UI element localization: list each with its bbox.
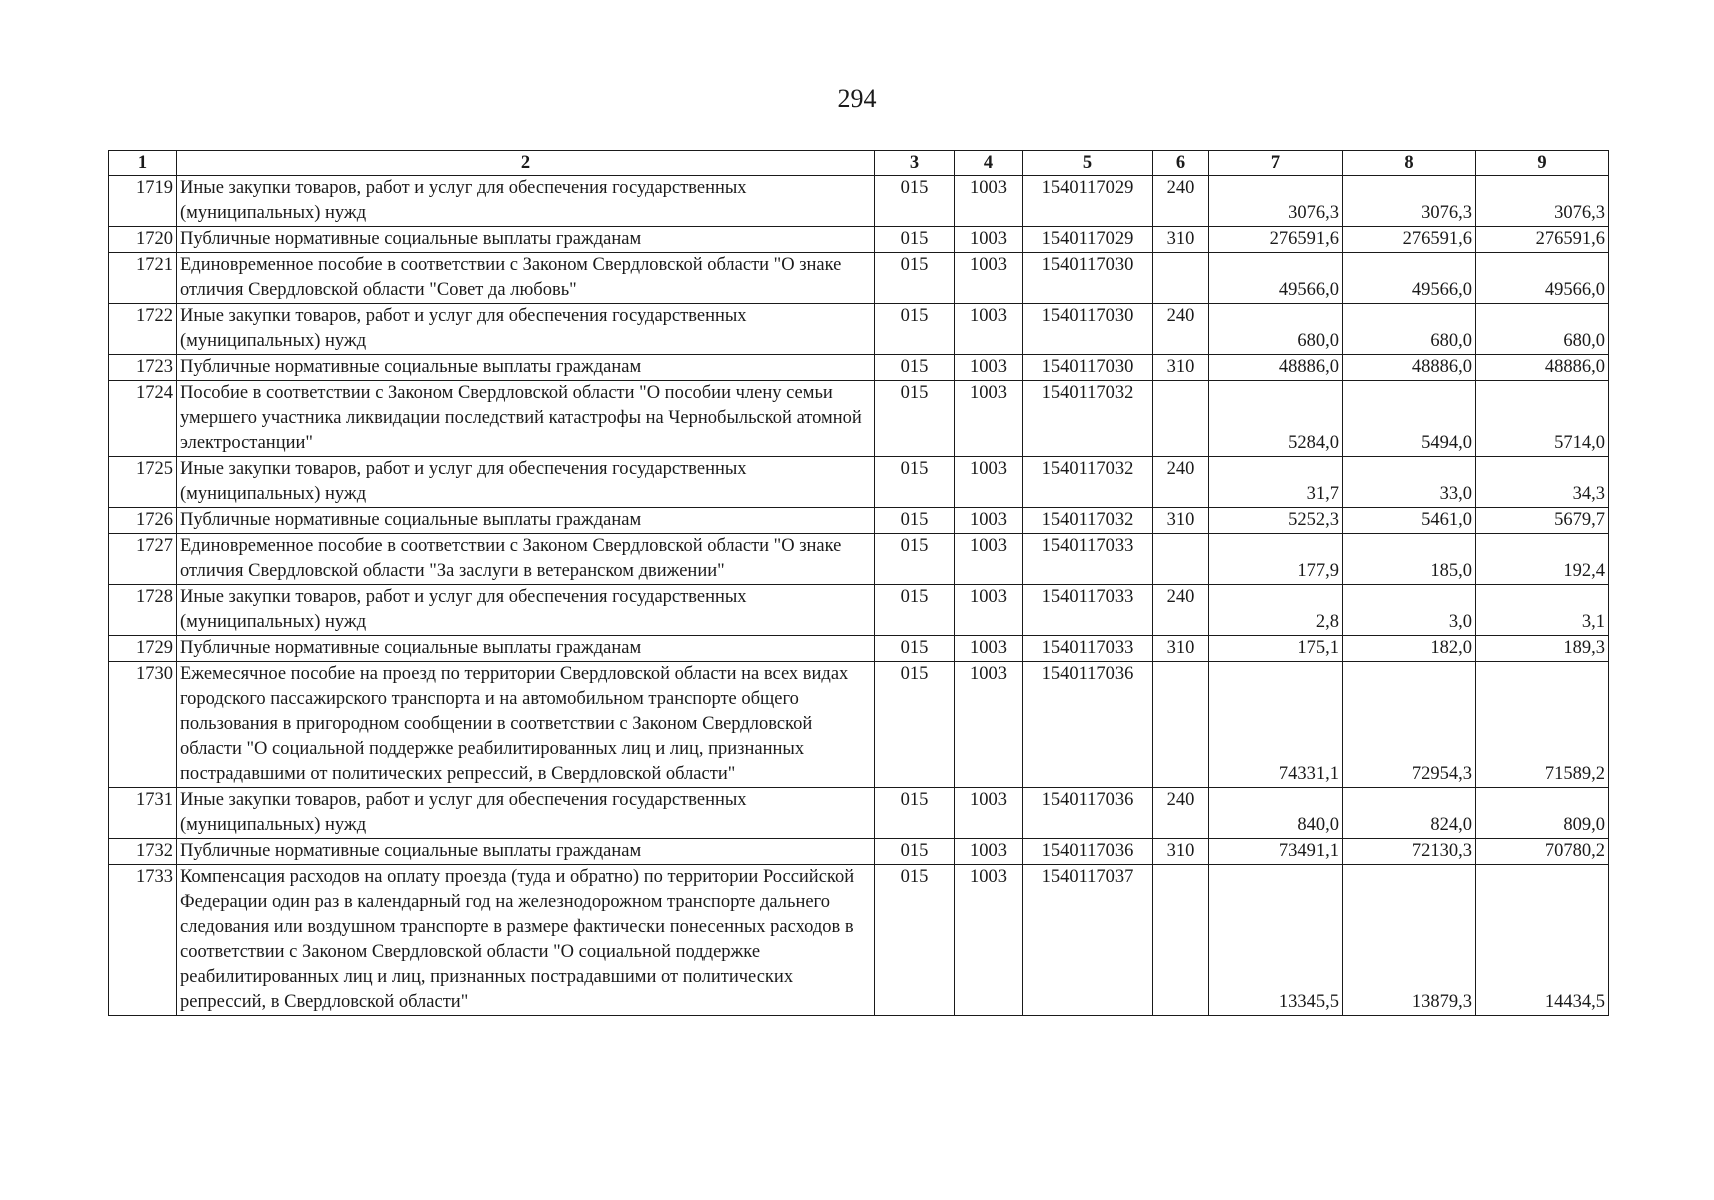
row-number-cell: 1719 xyxy=(109,176,177,227)
target-article-cell: 1540117032 xyxy=(1023,457,1153,508)
target-article-cell: 1540117033 xyxy=(1023,585,1153,636)
row-number-cell: 1728 xyxy=(109,585,177,636)
table-row xyxy=(109,227,1609,253)
section-code-cell: 1003 xyxy=(955,636,1023,662)
expense-name-cell: Компенсация расходов на оплату проезда (туда и обратно) по территории Российской Федерации один раз в календарный год на железнодорожном транспорте дальнего следования или воздушном транспорте в размере фактически понесенных расходов в соответствии с Законом Свердловской области "О социальной поддержке реабилитированных лиц и лиц, признанных пострадавшими от политических репрессий, в Свердловской области" xyxy=(177,865,875,1016)
amount-year3-cell: 49566,0 xyxy=(1476,253,1609,304)
ministry-code-cell: 015 xyxy=(875,788,955,839)
amount-year3-cell: 3076,3 xyxy=(1476,176,1609,227)
column-header: 4 xyxy=(955,151,1023,176)
row-number-cell: 1720 xyxy=(109,227,177,253)
expense-type-cell: 310 xyxy=(1153,355,1209,381)
target-article-cell: 1540117029 xyxy=(1023,176,1153,227)
amount-year2-cell: 33,0 xyxy=(1343,457,1476,508)
expense-name-cell: Иные закупки товаров, работ и услуг для обеспечения государственных (муниципальных) нужд xyxy=(177,176,875,227)
expense-name-cell: Единовременное пособие в соответствии с Законом Свердловской области "О знаке отличия Свердловской области "За заслуги в ветеранском движении" xyxy=(177,534,875,585)
amount-year3-cell: 48886,0 xyxy=(1476,355,1609,381)
target-article-cell: 1540117030 xyxy=(1023,253,1153,304)
expense-name-cell: Иные закупки товаров, работ и услуг для обеспечения государственных (муниципальных) нужд xyxy=(177,585,875,636)
ministry-code-cell: 015 xyxy=(875,636,955,662)
amount-year3-cell: 14434,5 xyxy=(1476,865,1609,1016)
section-code-cell: 1003 xyxy=(955,355,1023,381)
section-code-cell: 1003 xyxy=(955,457,1023,508)
amount-year1-cell: 680,0 xyxy=(1209,304,1343,355)
table-row xyxy=(109,381,1609,457)
ministry-code-cell: 015 xyxy=(875,839,955,865)
table-row xyxy=(109,253,1609,304)
amount-year1-cell: 2,8 xyxy=(1209,585,1343,636)
header-row xyxy=(109,151,1609,176)
section-code-cell: 1003 xyxy=(955,865,1023,1016)
amount-year1-cell: 49566,0 xyxy=(1209,253,1343,304)
section-code-cell: 1003 xyxy=(955,227,1023,253)
amount-year2-cell: 72954,3 xyxy=(1343,662,1476,788)
column-header: 1 xyxy=(109,151,177,176)
expense-type-cell: 310 xyxy=(1153,839,1209,865)
amount-year2-cell: 182,0 xyxy=(1343,636,1476,662)
row-number-cell: 1725 xyxy=(109,457,177,508)
table-row xyxy=(109,662,1609,788)
section-code-cell: 1003 xyxy=(955,508,1023,534)
row-number-cell: 1731 xyxy=(109,788,177,839)
ministry-code-cell: 015 xyxy=(875,381,955,457)
expense-name-cell: Иные закупки товаров, работ и услуг для обеспечения государственных (муниципальных) нужд xyxy=(177,304,875,355)
row-number-cell: 1727 xyxy=(109,534,177,585)
amount-year1-cell: 74331,1 xyxy=(1209,662,1343,788)
section-code-cell: 1003 xyxy=(955,381,1023,457)
table-body xyxy=(109,176,1609,1016)
amount-year1-cell: 840,0 xyxy=(1209,788,1343,839)
row-number-cell: 1732 xyxy=(109,839,177,865)
target-article-cell: 1540117030 xyxy=(1023,355,1153,381)
amount-year3-cell: 34,3 xyxy=(1476,457,1609,508)
amount-year1-cell: 3076,3 xyxy=(1209,176,1343,227)
target-article-cell: 1540117033 xyxy=(1023,534,1153,585)
section-code-cell: 1003 xyxy=(955,585,1023,636)
amount-year3-cell: 3,1 xyxy=(1476,585,1609,636)
amount-year1-cell: 5252,3 xyxy=(1209,508,1343,534)
target-article-cell: 1540117036 xyxy=(1023,788,1153,839)
column-header: 8 xyxy=(1343,151,1476,176)
amount-year3-cell: 192,4 xyxy=(1476,534,1609,585)
expense-type-cell: 240 xyxy=(1153,788,1209,839)
amount-year3-cell: 71589,2 xyxy=(1476,662,1609,788)
column-header: 6 xyxy=(1153,151,1209,176)
amount-year3-cell: 809,0 xyxy=(1476,788,1609,839)
target-article-cell: 1540117032 xyxy=(1023,381,1153,457)
expense-type-cell: 310 xyxy=(1153,227,1209,253)
table-row xyxy=(109,355,1609,381)
expense-type-cell: 240 xyxy=(1153,304,1209,355)
budget-table xyxy=(108,150,1609,1016)
table-row xyxy=(109,839,1609,865)
section-code-cell: 1003 xyxy=(955,534,1023,585)
amount-year1-cell: 177,9 xyxy=(1209,534,1343,585)
target-article-cell: 1540117037 xyxy=(1023,865,1153,1016)
expense-type-cell xyxy=(1153,865,1209,1016)
column-header: 9 xyxy=(1476,151,1609,176)
expense-type-cell: 310 xyxy=(1153,508,1209,534)
row-number-cell: 1726 xyxy=(109,508,177,534)
table-row xyxy=(109,508,1609,534)
amount-year1-cell: 31,7 xyxy=(1209,457,1343,508)
amount-year3-cell: 276591,6 xyxy=(1476,227,1609,253)
row-number-cell: 1729 xyxy=(109,636,177,662)
ministry-code-cell: 015 xyxy=(875,253,955,304)
expense-type-cell xyxy=(1153,662,1209,788)
amount-year3-cell: 5714,0 xyxy=(1476,381,1609,457)
column-header: 5 xyxy=(1023,151,1153,176)
expense-name-cell: Пособие в соответствии с Законом Свердловской области "О пособии члену семьи умершего участника ликвидации последствий катастрофы на Чернобыльской атомной электростанции" xyxy=(177,381,875,457)
table-row xyxy=(109,457,1609,508)
expense-name-cell: Иные закупки товаров, работ и услуг для обеспечения государственных (муниципальных) нужд xyxy=(177,788,875,839)
table-row xyxy=(109,534,1609,585)
amount-year2-cell: 13879,3 xyxy=(1343,865,1476,1016)
expense-name-cell: Публичные нормативные социальные выплаты гражданам xyxy=(177,636,875,662)
amount-year2-cell: 3,0 xyxy=(1343,585,1476,636)
amount-year3-cell: 189,3 xyxy=(1476,636,1609,662)
section-code-cell: 1003 xyxy=(955,253,1023,304)
section-code-cell: 1003 xyxy=(955,662,1023,788)
target-article-cell: 1540117029 xyxy=(1023,227,1153,253)
ministry-code-cell: 015 xyxy=(875,355,955,381)
ministry-code-cell: 015 xyxy=(875,534,955,585)
table-row xyxy=(109,304,1609,355)
ministry-code-cell: 015 xyxy=(875,304,955,355)
table-row xyxy=(109,788,1609,839)
amount-year3-cell: 5679,7 xyxy=(1476,508,1609,534)
row-number-cell: 1733 xyxy=(109,865,177,1016)
expense-name-cell: Ежемесячное пособие на проезд по территории Свердловской области на всех видах городского пассажирского транспорта и на автомобильном транспорте общего пользования в пригородном сообщении в соответствии с Законом Свердловской области "О социальной поддержке реабилитированных лиц и лиц, признанных пострадавшими от политических репрессий, в Свердловской области" xyxy=(177,662,875,788)
page-number: 294 xyxy=(837,84,877,113)
ministry-code-cell: 015 xyxy=(875,662,955,788)
amount-year2-cell: 276591,6 xyxy=(1343,227,1476,253)
row-number-cell: 1730 xyxy=(109,662,177,788)
expense-type-cell: 240 xyxy=(1153,585,1209,636)
expense-type-cell xyxy=(1153,253,1209,304)
ministry-code-cell: 015 xyxy=(875,457,955,508)
expense-name-cell: Публичные нормативные социальные выплаты гражданам xyxy=(177,227,875,253)
amount-year2-cell: 49566,0 xyxy=(1343,253,1476,304)
table-row xyxy=(109,865,1609,1016)
amount-year2-cell: 5461,0 xyxy=(1343,508,1476,534)
target-article-cell: 1540117030 xyxy=(1023,304,1153,355)
table-row xyxy=(109,176,1609,227)
target-article-cell: 1540117036 xyxy=(1023,839,1153,865)
column-header: 2 xyxy=(177,151,875,176)
expense-type-cell: 240 xyxy=(1153,457,1209,508)
ministry-code-cell: 015 xyxy=(875,585,955,636)
column-header: 7 xyxy=(1209,151,1343,176)
amount-year1-cell: 276591,6 xyxy=(1209,227,1343,253)
expense-type-cell xyxy=(1153,534,1209,585)
amount-year3-cell: 680,0 xyxy=(1476,304,1609,355)
amount-year1-cell: 48886,0 xyxy=(1209,355,1343,381)
expense-name-cell: Единовременное пособие в соответствии с Законом Свердловской области "О знаке отличия Свердловской области "Совет да любовь" xyxy=(177,253,875,304)
amount-year1-cell: 175,1 xyxy=(1209,636,1343,662)
expense-type-cell: 240 xyxy=(1153,176,1209,227)
ministry-code-cell: 015 xyxy=(875,508,955,534)
row-number-cell: 1722 xyxy=(109,304,177,355)
amount-year2-cell: 824,0 xyxy=(1343,788,1476,839)
row-number-cell: 1721 xyxy=(109,253,177,304)
section-code-cell: 1003 xyxy=(955,176,1023,227)
section-code-cell: 1003 xyxy=(955,788,1023,839)
ministry-code-cell: 015 xyxy=(875,227,955,253)
ministry-code-cell: 015 xyxy=(875,865,955,1016)
amount-year2-cell: 5494,0 xyxy=(1343,381,1476,457)
section-code-cell: 1003 xyxy=(955,304,1023,355)
target-article-cell: 1540117036 xyxy=(1023,662,1153,788)
amount-year1-cell: 5284,0 xyxy=(1209,381,1343,457)
amount-year1-cell: 13345,5 xyxy=(1209,865,1343,1016)
amount-year3-cell: 70780,2 xyxy=(1476,839,1609,865)
amount-year2-cell: 48886,0 xyxy=(1343,355,1476,381)
target-article-cell: 1540117033 xyxy=(1023,636,1153,662)
expense-type-cell: 310 xyxy=(1153,636,1209,662)
row-number-cell: 1723 xyxy=(109,355,177,381)
amount-year2-cell: 680,0 xyxy=(1343,304,1476,355)
amount-year1-cell: 73491,1 xyxy=(1209,839,1343,865)
expense-type-cell xyxy=(1153,381,1209,457)
amount-year2-cell: 72130,3 xyxy=(1343,839,1476,865)
table-row xyxy=(109,636,1609,662)
amount-year2-cell: 185,0 xyxy=(1343,534,1476,585)
amount-year2-cell: 3076,3 xyxy=(1343,176,1476,227)
column-header: 3 xyxy=(875,151,955,176)
expense-name-cell: Публичные нормативные социальные выплаты гражданам xyxy=(177,839,875,865)
target-article-cell: 1540117032 xyxy=(1023,508,1153,534)
ministry-code-cell: 015 xyxy=(875,176,955,227)
expense-name-cell: Публичные нормативные социальные выплаты гражданам xyxy=(177,355,875,381)
section-code-cell: 1003 xyxy=(955,839,1023,865)
expense-name-cell: Публичные нормативные социальные выплаты гражданам xyxy=(177,508,875,534)
row-number-cell: 1724 xyxy=(109,381,177,457)
table-row xyxy=(109,585,1609,636)
expense-name-cell: Иные закупки товаров, работ и услуг для обеспечения государственных (муниципальных) нужд xyxy=(177,457,875,508)
